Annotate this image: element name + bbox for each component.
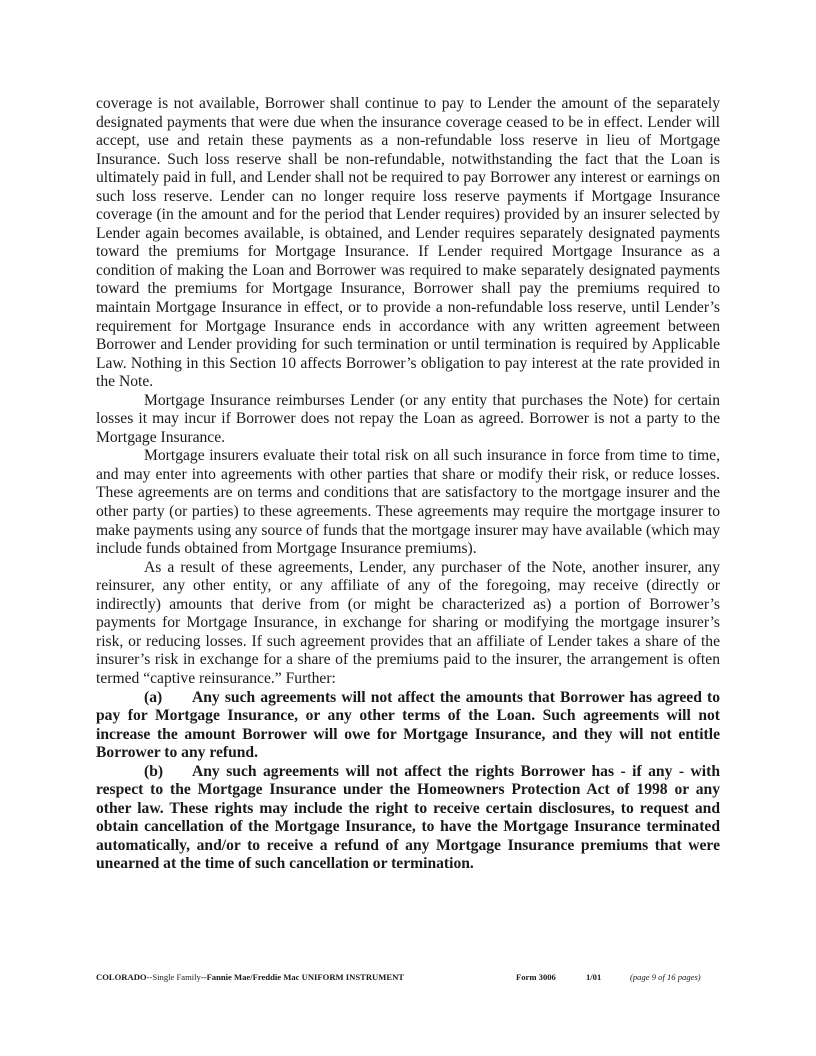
document-page xyxy=(96,95,720,874)
clause-b-text: Any such agreements will not affect the rights Borrower has - if any - with respect to the Mortgage Insurance under the Homeowners Protection Act of 1998 or any other law. These rights may include the right to receive certain disclosures, to request and obtain cancellation of the Mortgage Insurance, to have the Mortgage Insurance terminated automatically, and/or to receive a refund of any Mortgage Insurance premiums that were unearned at the time of such cancellation or termination. xyxy=(96,762,720,873)
footer-sep-2: -- xyxy=(200,972,207,982)
footer-state: COLORADO xyxy=(96,972,147,982)
footer-page-number: (page 9 of 16 pages) xyxy=(630,972,701,982)
page-footer xyxy=(96,972,720,986)
paragraph-insurers-evaluate: Mortgage insurers evaluate their total risk on all such insurance in force from time to time, and may enter into agreements with other parties that share or modify their risk, or reduce losses. These agreements are on terms and conditions that are satisfactory to the mortgage insurer and the other party (or parties) to these agreements. These agreements may require the mortgage insurer to make payments using any source of funds that the mortgage insurer may have available (which may include funds obtained from Mortgage Insurance premiums). xyxy=(96,447,720,558)
clause-b-label: (b) xyxy=(144,762,164,780)
footer-instrument-line xyxy=(96,972,404,982)
footer-type: Single Family xyxy=(152,972,201,982)
footer-instrument: Fannie Mae/Freddie Mac UNIFORM INSTRUMENT xyxy=(206,972,405,982)
footer-sep-1: -- xyxy=(146,972,153,982)
footer-form-date: 1/01 xyxy=(586,972,602,982)
footer-form-number: Form 3006 xyxy=(516,972,556,982)
paragraph-result-of-agreements: As a result of these agreements, Lender, any purchaser of the Note, another insurer, any reinsurer, any other entity, or any affiliate of any of the foregoing, may receive (directly or indirectly) amounts that derive from (or might be characterized as) a portion of Borrower’s payments for Mortgage Insurance, in exchange for sharing or modifying the mortgage insurer’s risk, or reducing losses. If such agreement provides that an affiliate of Lender takes a share of the insurer’s risk in exchange for a share of the premiums paid to the insurer, the arrangement is often termed “captive reinsurance.” Further: xyxy=(96,558,720,687)
clause-a-label: (a) xyxy=(144,688,163,706)
clause-a-text: Any such agreements will not affect the amounts that Borrower has agreed to pay for Mortgage Insurance, or any other terms of the Loan. Such agreements will not increase the amount Borrower will owe for Mortgage Insurance, and they will not entitle Borrower to any refund. xyxy=(96,688,720,762)
paragraph-continuation: coverage is not available, Borrower shall continue to pay to Lender the amount of the separately designated payments that were due when the insurance coverage ceased to be in effect. Lender will accept, use and retain these payments as a non-refundable loss reserve in lieu of Mortgage Insurance. Such loss reserve shall be non-refundable, notwithstanding the fact that the Loan is ultimately paid in full, and Lender shall not be required to pay Borrower any interest or earnings on such loss reserve. Lender can no longer require loss reserve payments if Mortgage Insurance coverage (in the amount and for the period that Lender requires) provided by an insurer selected by Lender again becomes available, is obtained, and Lender requires separately designated payments toward the premiums for Mortgage Insurance. If Lender required Mortgage Insurance as a condition of making the Loan and Borrower was required to make separately designated payments toward the premiums for Mortgage Insurance, Borrower shall pay the premiums required to maintain Mortgage Insurance in effect, or to provide a non-refundable loss reserve, until Lender’s requirement for Mortgage Insurance ends in accordance with any written agreement between Borrower and Lender providing for such termination or until termination is required by Applicable Law. Nothing in this Section 10 affects Borrower’s obligation to pay interest at the rate provided in the Note. xyxy=(96,95,720,391)
clause-b xyxy=(96,763,720,874)
paragraph-reimburses: Mortgage Insurance reimburses Lender (or any entity that purchases the Note) for certain losses it may incur if Borrower does not repay the Loan as agreed. Borrower is not a party to the Mortgage Insurance. xyxy=(96,391,720,446)
clause-a xyxy=(96,689,720,763)
